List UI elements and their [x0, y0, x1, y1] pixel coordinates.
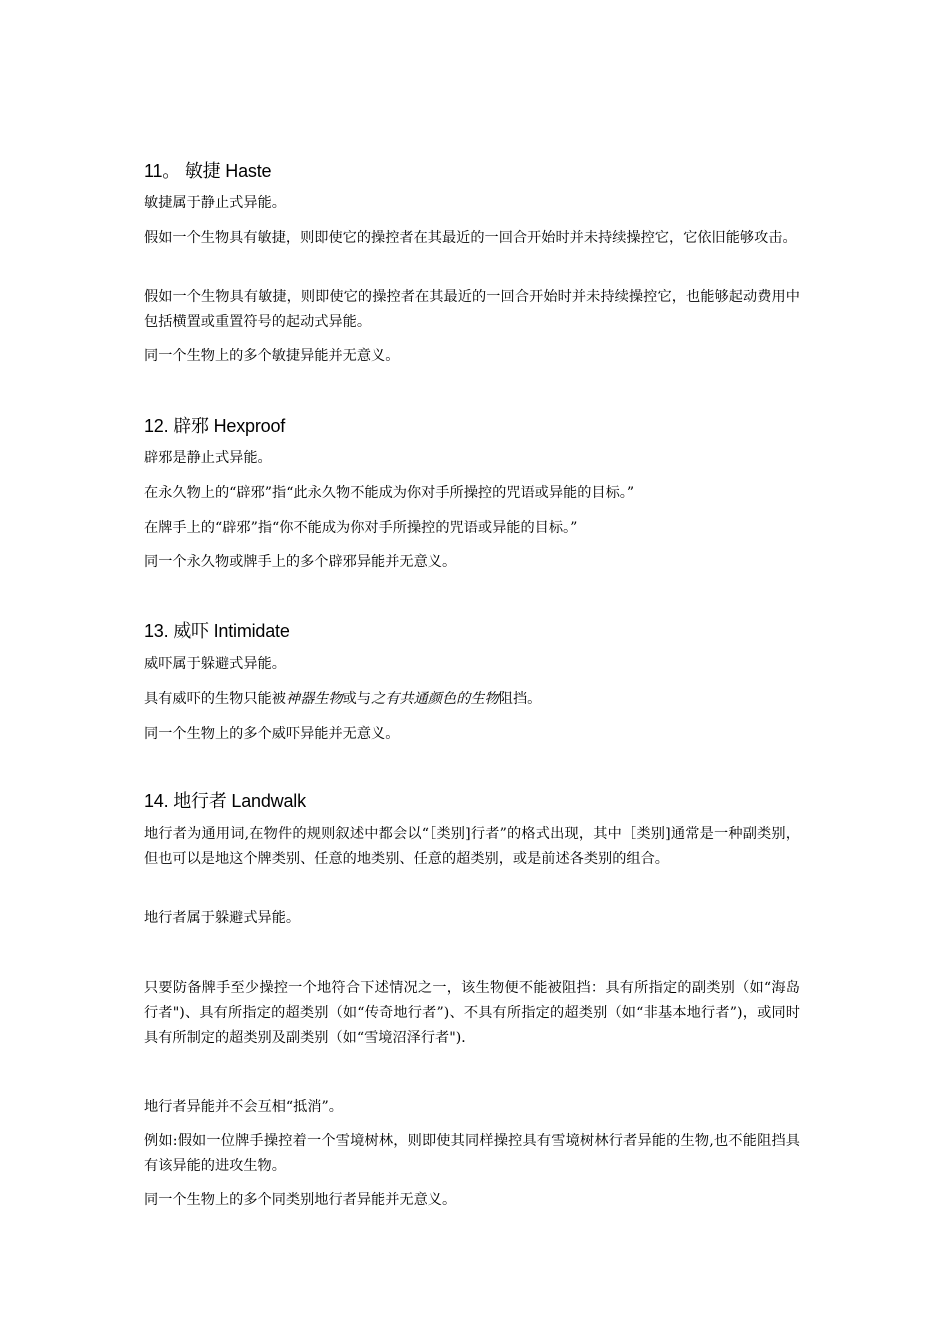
paragraph: 地行者属于躲避式异能。 — [144, 910, 301, 926]
paragraph: 在永久物上的“辟邪”指“此永久物不能成为你对手所操控的咒语或异能的目标。” — [144, 485, 635, 501]
paragraph: 威吓属于躲避式异能。 — [144, 656, 286, 672]
paragraph: 辟邪是静止式异能。 — [144, 450, 272, 466]
paragraph-mixed — [144, 687, 800, 712]
paragraph: 在牌手上的“辟邪”指“你不能成为你对手所操控的咒语或异能的目标。” — [144, 520, 578, 536]
text-run: 或与 — [342, 691, 372, 707]
section-heading-intimidate: 13. 威吓 Intimidate — [144, 621, 290, 641]
paragraph: 只要防备牌手至少操控一个地符合下述情况之一，该生物便不能被阻挡：具有所指定的副类别（如“海岛行者")、具有所指定的超类别（如“传奇地行者”)、不具有所指定的超类别（如“非基本地行者”)，或同时具有所制定的超类别及副类别（如“雪境沼泽行者")． — [144, 980, 800, 1046]
paragraph: 敏捷属于静止式异能。 — [144, 195, 286, 211]
paragraph: 地行者为通用词,在物件的规则叙述中都会以“［类别]行者”的格式出现，其中［类别]通常是一种副类别，但也可以是地这个牌类别、任意的地类别、任意的超类别，或是前述各类别的组合。 — [144, 826, 800, 867]
paragraph: 假如一个生物具有敏捷，则即使它的操控者在其最近的一回合开始时并未持续操控它，它依旧能够攻击。 — [144, 230, 797, 246]
text-run: 具有威吓的生物只能被 — [144, 691, 286, 707]
paragraph: 同一个生物上的多个敏捷异能并无意义。 — [144, 348, 400, 364]
emphasis-text: 神器生物 — [285, 691, 343, 707]
paragraph: 地行者异能并不会互相“抵消”。 — [144, 1099, 343, 1115]
paragraph: 例如:假如一位牌手操控着一个雪境树林，则即使其同样操控具有雪境树林行者异能的生物,也不能阻挡具有该异能的进攻生物。 — [144, 1133, 800, 1174]
paragraph: 同一个生物上的多个威吓异能并无意义。 — [144, 726, 400, 742]
paragraph: 同一个永久物或牌手上的多个辟邪异能并无意义。 — [144, 554, 457, 570]
section-heading-hexproof: 12. 辟邪 Hexproof — [144, 416, 286, 436]
section-heading-haste: 11。 敏捷 Haste — [144, 161, 272, 181]
paragraph: 同一个生物上的多个同类别地行者异能并无意义。 — [144, 1192, 457, 1208]
section-heading-landwalk: 14. 地行者 Landwalk — [144, 791, 306, 811]
paragraph: 假如一个生物具有敏捷，则即使它的操控者在其最近的一回合开始时并未持续操控它，也能够起动费用中包括横置或重置符号的起动式异能。 — [144, 289, 800, 330]
text-run: 阻挡。 — [498, 691, 542, 707]
emphasis-text: 之有共通颜色的生物 — [371, 691, 499, 707]
